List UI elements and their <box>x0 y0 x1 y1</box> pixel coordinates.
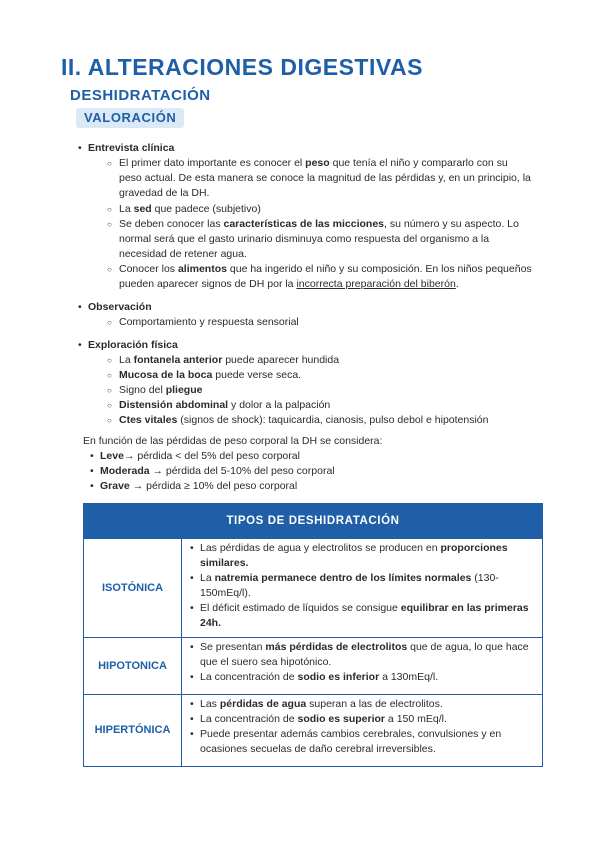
list-item: ○ La fontanela anterior puede aparecer hundida <box>119 353 533 368</box>
row-content: • Se presentan más pérdidas de electrolitos que de agua, lo que hace que el suero sea hipotónico. • La concentración de sodio es inferior a 130mEq/l. <box>182 638 543 695</box>
list-item: ○ Mucosa de la boca puede verse seca. <box>119 368 533 383</box>
dehydration-types-table <box>83 503 543 767</box>
row-content: • Las pérdidas de agua y electrolitos se producen en proporciones similares. • La natremia permanece dentro de los límites normales (130-150mEq/l). • El déficit estimado de líquidos se consigue equilibrar en las primeras 24h. <box>182 539 543 638</box>
list-item: ○ Signo del pliegue <box>119 383 533 398</box>
list-item: ○ Distensión abdominal y dolor a la palpación <box>119 398 533 413</box>
section-subtitle: DESHIDRATACIÓN <box>70 87 211 104</box>
observacion-heading: • Observación <box>88 300 152 315</box>
list-item: ○ Comportamiento y respuesta sensorial <box>119 315 533 330</box>
level-item: • Leve→ pérdida < del 5% del peso corporal <box>100 449 300 464</box>
row-label: ISOTÓNICA <box>84 539 182 638</box>
entrevista-heading: • Entrevista clínica <box>88 141 174 156</box>
row-label: HIPERTÓNICA <box>84 695 182 767</box>
row-content: • Las pérdidas de agua superan a las de electrolitos. • La concentración de sodio es superior a 150 mEq/l. • Puede presentar además cambios cerebrales, convulsiones y en ocasiones secuelas de daño cerebral irreversibles. <box>182 695 543 767</box>
table-header: TIPOS DE DESHIDRATACIÓN <box>84 504 543 539</box>
level-item: • Grave → pérdida ≥ 10% del peso corporal <box>100 479 297 494</box>
exploracion-heading: • Exploración física <box>88 338 178 353</box>
row-label: HIPOTONICA <box>84 638 182 695</box>
table-row <box>84 695 543 767</box>
list-item: ○ La sed que padece (subjetivo) <box>119 202 533 217</box>
level-item: • Moderada → pérdida del 5-10% del peso corporal <box>100 464 335 479</box>
valoracion-badge <box>76 108 184 128</box>
list-item: ○ Conocer los alimentos que ha ingerido el niño y su composición. En los niños pequeños pueden aparecer signos de DH por la incorrecta preparación del biberón. <box>119 262 533 292</box>
table-row <box>84 638 543 695</box>
table-row <box>84 539 543 638</box>
badge-label: VALORACIÓN <box>84 110 177 125</box>
list-item: ○ El primer dato importante es conocer el peso que tenía el niño y compararlo con su peso actual. De esta manera se conoce la magnitud de las pérdidas y, en un principio, la gravedad de la DH. <box>119 156 533 201</box>
list-item: ○ Ctes vitales (signos de shock): taquicardia, cianosis, pulso debol e hipotensión <box>119 413 533 428</box>
dh-intro: En función de las pérdidas de peso corporal la DH se considera: <box>83 435 383 447</box>
page-title: II. ALTERACIONES DIGESTIVAS <box>61 54 423 80</box>
list-item: ○ Se deben conocer las características de las micciones, su número y su aspecto. Lo normal será que el gasto urinario disminuya como respuesta del organismo a la necesidad de retener agua. <box>119 217 533 262</box>
